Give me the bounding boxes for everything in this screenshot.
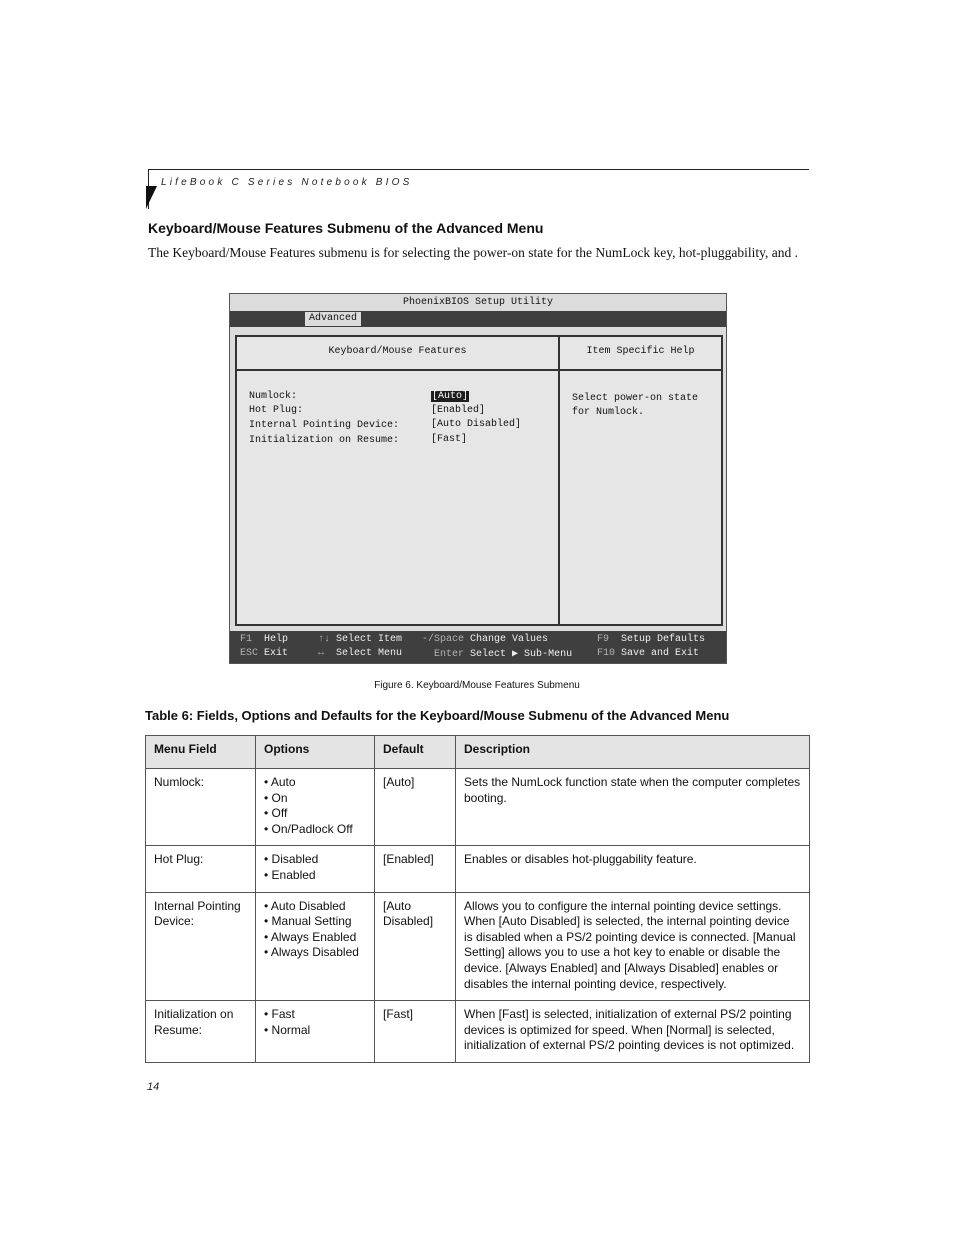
option-item: • Manual Setting (264, 914, 366, 930)
bios-footer-f9[interactable] (597, 634, 705, 645)
options-cell (256, 1001, 375, 1063)
description-cell: When [Fast] is selected, initialization of external PS/2 pointing devices is optimized for speed. When [Normal] is selected, initialization of external PS/2 pointing devices is not optimized. (456, 1001, 810, 1063)
option-item: • On (264, 791, 366, 807)
table-row (146, 1001, 810, 1063)
option-item: • Off (264, 806, 366, 822)
default-cell: [Auto] (375, 769, 456, 846)
column-header: Menu Field (146, 736, 256, 769)
description-cell: Allows you to configure the internal pointing device settings. When [Auto Disabled] is selected, the internal pointing device is disabled when a PS/2 pointing device is connected. [Manual Setting] allows you to use a hot key to enable or disable the device. [Always Enabled] and [Always Disabled] enables or disables the internal pointing device, respectively. (456, 892, 810, 1001)
option-item: • Auto (264, 775, 366, 791)
bios-item-label: Numlock: (249, 391, 298, 402)
bios-footer-change-values[interactable] (422, 634, 548, 645)
key-label: ↔ (318, 648, 325, 659)
table-header-row (146, 736, 810, 769)
key-label: ↑↓ (318, 634, 331, 645)
key-action: Select Menu (336, 648, 403, 659)
bios-item-label: Internal Pointing Device: (249, 420, 400, 431)
bios-help-line: Select power-on state (572, 393, 699, 404)
bios-item-value[interactable]: [Auto Disabled] (431, 419, 522, 430)
column-header: Description (456, 736, 810, 769)
default-cell: [Enabled] (375, 846, 456, 892)
bios-footer (230, 631, 726, 663)
option-item: • Always Enabled (264, 930, 366, 946)
header-wedge-mark (146, 186, 157, 209)
option-item: • Always Disabled (264, 945, 366, 961)
key-label: -/Space (422, 634, 465, 645)
menu-field-cell: Numlock: (146, 769, 256, 846)
key-label: ESC (240, 648, 259, 659)
page-number: 14 (147, 1081, 160, 1093)
options-table (145, 735, 810, 1063)
bios-header-separator (237, 369, 721, 371)
options-cell (256, 892, 375, 1001)
bios-item-label: Initialization on Resume: (249, 435, 400, 446)
bios-footer-enter[interactable] (434, 648, 572, 660)
column-header: Default (375, 736, 456, 769)
option-item: • Fast (264, 1007, 366, 1023)
bios-column-divider (558, 337, 560, 624)
key-action: Exit (264, 648, 289, 659)
key-action: Change Values (470, 634, 549, 645)
options-cell (256, 769, 375, 846)
bios-footer-select-item[interactable] (318, 634, 402, 645)
option-item: • On/Padlock Off (264, 822, 366, 838)
option-item: • Normal (264, 1023, 366, 1039)
bios-submenu-title: Keyboard/Mouse Features (328, 346, 467, 357)
bios-help-line: for Numlock. (572, 407, 645, 418)
bios-item-label: Hot Plug: (249, 405, 304, 416)
bios-item-value[interactable]: [Enabled] (431, 405, 486, 416)
bios-menu-bar (230, 311, 726, 327)
table-row (146, 846, 810, 892)
figure-caption: Figure 6. Keyboard/Mouse Features Submenu (374, 680, 580, 691)
key-action: Select Item (336, 634, 403, 645)
key-action: Save and Exit (621, 648, 700, 659)
bios-main-frame (235, 335, 723, 626)
running-header: LifeBook C Series Notebook BIOS (161, 177, 413, 188)
bios-selected-value[interactable]: [Auto] (432, 391, 469, 402)
key-action: Setup Defaults (621, 634, 706, 645)
key-label: Enter (434, 649, 465, 660)
bios-screenshot (229, 293, 727, 664)
table-row (146, 769, 810, 846)
bios-item-value[interactable] (431, 391, 469, 402)
section-title: Keyboard/Mouse Features Submenu of the Advanced Menu (148, 220, 544, 236)
key-action: Select ▶ Sub-Menu (470, 649, 573, 660)
default-cell: [Auto Disabled] (375, 892, 456, 1001)
header-rule (148, 169, 809, 170)
menu-field-cell: Hot Plug: (146, 846, 256, 892)
bios-title: PhoenixBIOS Setup Utility (402, 297, 554, 308)
option-item: • Disabled (264, 852, 366, 868)
option-item: • Enabled (264, 868, 366, 884)
options-cell (256, 846, 375, 892)
table-title: Table 6: Fields, Options and Defaults for the Keyboard/Mouse Submenu of the Advanced Menu (145, 708, 730, 723)
bios-footer-select-menu[interactable] (318, 648, 402, 659)
description-cell: Sets the NumLock function state when the computer completes booting. (456, 769, 810, 846)
key-action: Help (264, 634, 289, 645)
bios-footer-esc[interactable] (240, 648, 288, 659)
table-row (146, 892, 810, 1001)
bios-footer-f10[interactable] (597, 648, 699, 659)
column-header: Options (256, 736, 375, 769)
bios-footer-f1[interactable] (240, 634, 288, 645)
key-label: F9 (597, 634, 610, 645)
intro-paragraph: The Keyboard/Mouse Features submenu is for selecting the power-on state for the NumLock key, hot-pluggability, and . (148, 245, 798, 260)
default-cell: [Fast] (375, 1001, 456, 1063)
bios-item-value[interactable]: [Fast] (431, 434, 468, 445)
bios-help-title: Item Specific Help (586, 346, 695, 357)
menu-field-cell: Initialization on Resume: (146, 1001, 256, 1063)
bios-tab-advanced[interactable]: Advanced (305, 312, 361, 326)
key-label: F10 (597, 648, 616, 659)
description-cell: Enables or disables hot-pluggability feature. (456, 846, 810, 892)
menu-field-cell: Internal Pointing Device: (146, 892, 256, 1001)
key-label: F1 (240, 634, 253, 645)
option-item: • Auto Disabled (264, 899, 366, 915)
